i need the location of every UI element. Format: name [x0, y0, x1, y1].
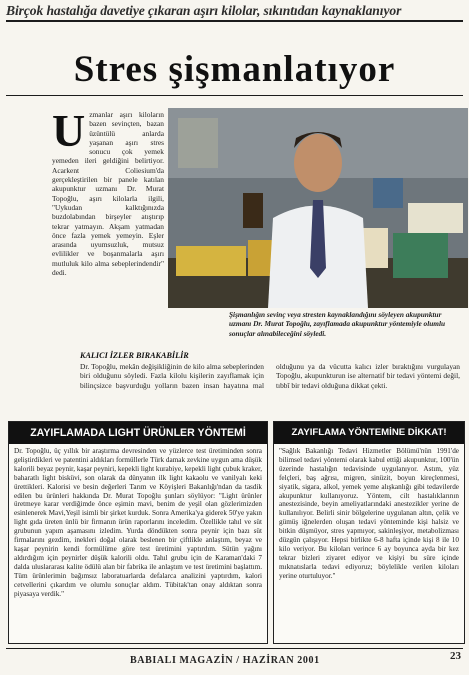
intro-column [52, 105, 164, 278]
light-products-box [8, 421, 268, 644]
light-products-heading: ZAYIFLAMADA LIGHT ÜRÜNLER YÖNTEMİ [9, 422, 267, 444]
photo-caption: Şişmanlığın sevinç veya stresten kaynaklandığını söyleyen akupunktur uzmanı Dr. Murat Topoğlu, zayıflamada akupunktur yöntemiyle olumlu sonuçlar alınabileceğini söyledi. [229, 310, 446, 338]
article-photo [168, 108, 468, 308]
light-products-text: Dr. Topoğlu, üç yıllık bir araştırma devresinden ve yüzlerce test üretiminden sonra geliştirdikleri ve patentini aldıkları formüllerle Türk damak zevkine uygun ama düşük kalorili beyaz peynir, kaşar peyniri, kepekli light kurabiye, kepekli light çubuk kraker, baharatlı light bisküvi, son olarak da dünyanın ilk light kakaolu ve vanilyalı keki ürettikleri. Kalorisi ve besin değerleri Tarım ve Köyişleri Bakanlığı'ndan da tasdik edilen bu ürünleri hakkında Dr. Murat Topoğlu şunları söylüyor: "Light ürünler üretmeye karar verdiğimde önce eşimin mavi, benim de yeşil olan gözlerimizden esinlenerek Mavi,Yeşil isimli bir şirket kurduk. Sonra Amerika'ya giderek 50'ye yakın light gıda üreten ünlü bir firmanın ürün raporlarını inceledim. Özellikle tahıl ve süt grubunun yapım aşamasını izledim. Yurda döndükten sonra peynir için bazı süt firmalarını gezdim, inekleri doğal olarak beslenen bir çiftlikle anlaştım, beyaz ve kaşar peynirin kendi formülüme göre test üretimini yaptırdım. Sütün yağını aldırdığım için peynirler düşük kalorili oldu. Tahıl grubu için de Karaman'daki 7 dalda uluslararası kalite ödülü alan bir fabrika ile anlaştım ve test üretimini başlattım. Tüm ürünlerimin bağımsız laboratuarlarda defalarca analizini yaptırdım, kalori cetvellerini çıkardım ve olumlu sonuçlar aldım. Tübitak'tan onay aldıktan sonra piyasaya verdik." [14, 447, 262, 598]
top-rule [6, 20, 463, 22]
drop-cap: U [52, 105, 86, 156]
intro-text: zmanlar aşırı kiloların bazen sevinçten, bazan üzüntülü anlarda yaşanan aşırı stres sonucu çok yemek yemeden ileri geldiğini belirtiyor. Acarkent Coliesium'da gerçekleştirilen bir panele katılan akupunktur uzmanı Dr. Murat Topoğlu, aşırı kilolarla ilgili, "Uykudan kalktığınızda buzdolabından birşeyler atıştırıp tekrar yatmayın. Akşam yatmadan önce fazla yemek yemeyin. Eşler arasında uyumsuzluk, mutsuz evlilikler ve boşanmalarla aşırı mutluluk kilo alma sebeplerindendir" dedi. [52, 110, 164, 278]
warning-box [273, 421, 465, 644]
page-number: 23 [450, 650, 461, 662]
magazine-footer: BABIALI MAGAZİN / HAZİRAN 2001 [130, 655, 320, 666]
doctor-photo-illustration [168, 108, 468, 308]
warning-text: "Sağlık Bakanlığı Tedavi Hizmetler Bölümü'nün 1991'de bilimsel tedavi yöntemi olarak kabul ettiği akupunktur, 100'ün üzerinde hastalığın tedavisinde uygulanıyor. Astım, yüz felçleri, baş ağrısı, migren, sinüzit, boyun kireçlenmesi, siyatik, sigara, alkol, yemek yeme alışkanlığı gibi tedavilerde akupunktur kullanıyoruz. Yöntem, cilt hastalıklarının anestezisinde, beyin ameliyatlarındaki anestezikler yerine de kullanılıyor. Belirli sinir bölgelerine uygulanan altın, çelik ve gümüş iğnelerden oluşan tedavi yönteminde kişi halsiz ve bitkin düşmüyor, stres yapmıyor, sakinleşiyor, metabolizması düzgün çalışıyor. Hepsi birlikte 6-8 hafta içinde kişi 8 ile 10 kilo veriyor. Bu kiloları verince 6 ay boyunca ayda bir kez tekrar bizleri ziyaret ediyor ve kişiyi bu süre içinde mıknatıslarla tedavi ediyoruz; böylelikle verilen kiloları yerine oturtuluyor." [279, 447, 459, 580]
section-body: Dr. Topoğlu, mekân değişikliğinin de kilo alma sebeplerinden biri olduğunu söyledi. Fazla kilolu kişilerin zayıflamak için bilinçsizce başvurduğu yolların bazen insan hayatına mal olduğunu ya da vücutta kalıcı izler bıraktığını vurgulayan Topoğlu, akupunkturun ise alternatif bir tedavi yöntemi değil, tıbbî bir tedavi olduğuna dikkat çekti. [80, 362, 460, 390]
article-title: Stres şişmanlatıyor [73, 49, 396, 90]
title-rule [6, 95, 463, 96]
warning-heading: ZAYIFLAMA YÖNTEMİNE DİKKAT! [274, 422, 464, 444]
section-subhead: KALICI İZLER BIRAKABİLİR [80, 351, 189, 360]
page-headline: Birçok hastalığa davetiye çıkaran aşırı kilolar, sıkıntıdan kaynaklanıyor [6, 3, 402, 18]
footer-rule [6, 648, 463, 649]
